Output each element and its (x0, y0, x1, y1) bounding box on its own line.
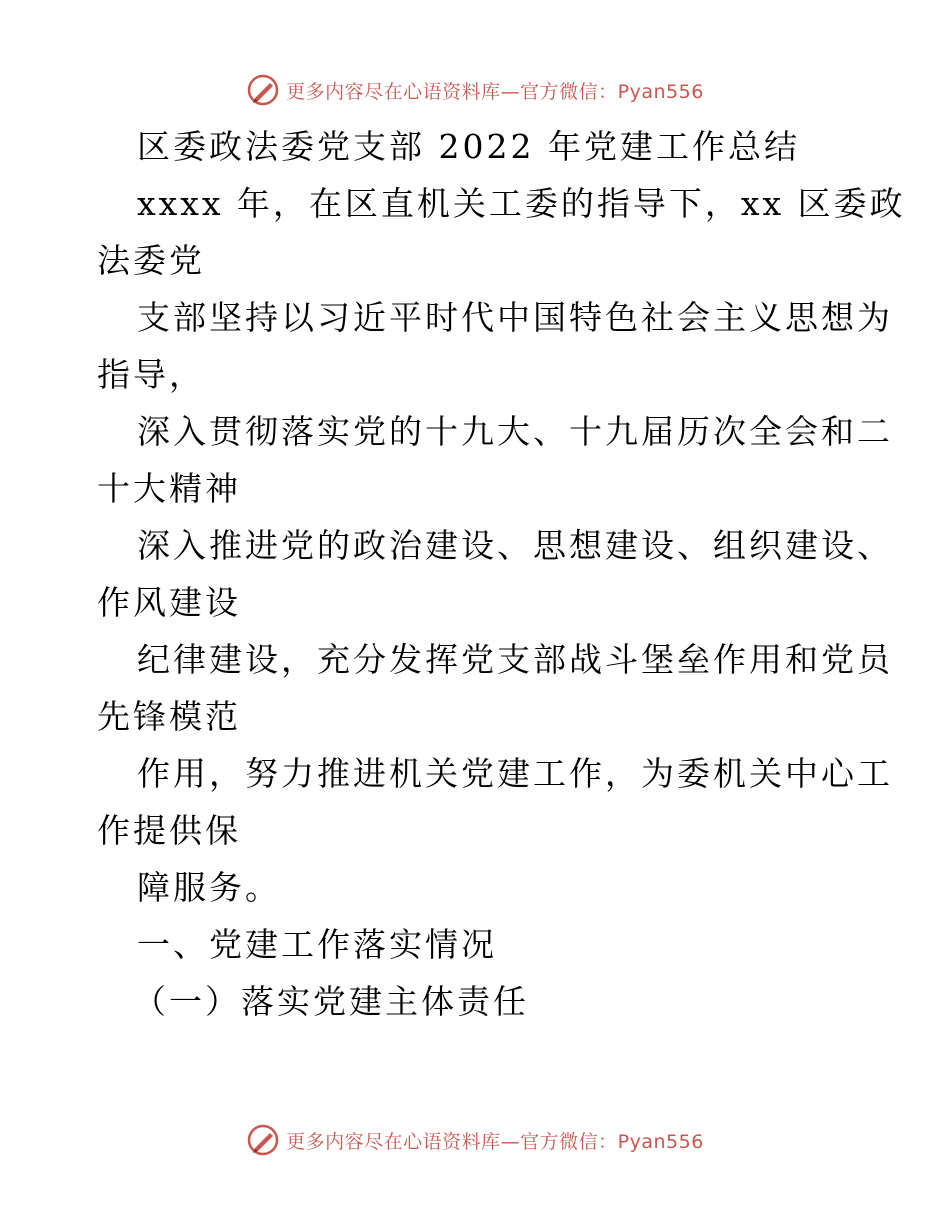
footer-banner (0, 1120, 950, 1160)
document-title: 区委政法委党支部 2022 年党建工作总结 (137, 127, 800, 166)
paragraph-line: 支部坚持以习近平时代中国特色社会主义思想为 (137, 298, 893, 337)
paragraph-line: 纪律建设，充分发挥党支部战斗堡垒作用和党员 (137, 640, 893, 679)
document-body (97, 118, 906, 1030)
paragraph-line: 指导， (97, 355, 205, 394)
pen-logo-icon (246, 73, 280, 107)
pen-logo-icon (246, 1123, 280, 1157)
header-banner (0, 70, 950, 110)
paragraph-line: 先锋模范 (97, 697, 241, 736)
paragraph-line: 作用，努力推进机关党建工作，为委机关中心工 (137, 754, 893, 793)
paragraph-line: xxxx 年，在区直机关工委的指导下，xx 区委政 (137, 184, 906, 223)
paragraph-line: 作提供保 (97, 811, 241, 850)
footer-banner-text: 更多内容尽在心语资料库—官方微信：Pyan556 (286, 1130, 704, 1153)
section-heading: 一、党建工作落实情况 (137, 925, 497, 964)
paragraph-line: 深入推进党的政治建设、思想建设、组织建设、 (137, 526, 893, 565)
paragraph-line: 作风建设 (97, 583, 241, 622)
paragraph-line: 法委党 (97, 241, 205, 280)
paragraph-line: 十大精神 (97, 469, 241, 508)
header-banner-text: 更多内容尽在心语资料库—官方微信：Pyan556 (286, 80, 704, 103)
paragraph-line: 深入贯彻落实党的十九大、十九届历次全会和二 (137, 412, 893, 451)
paragraph-line: 障服务。 (137, 868, 281, 907)
subsection-heading: （一）落实党建主体责任 (133, 982, 529, 1021)
